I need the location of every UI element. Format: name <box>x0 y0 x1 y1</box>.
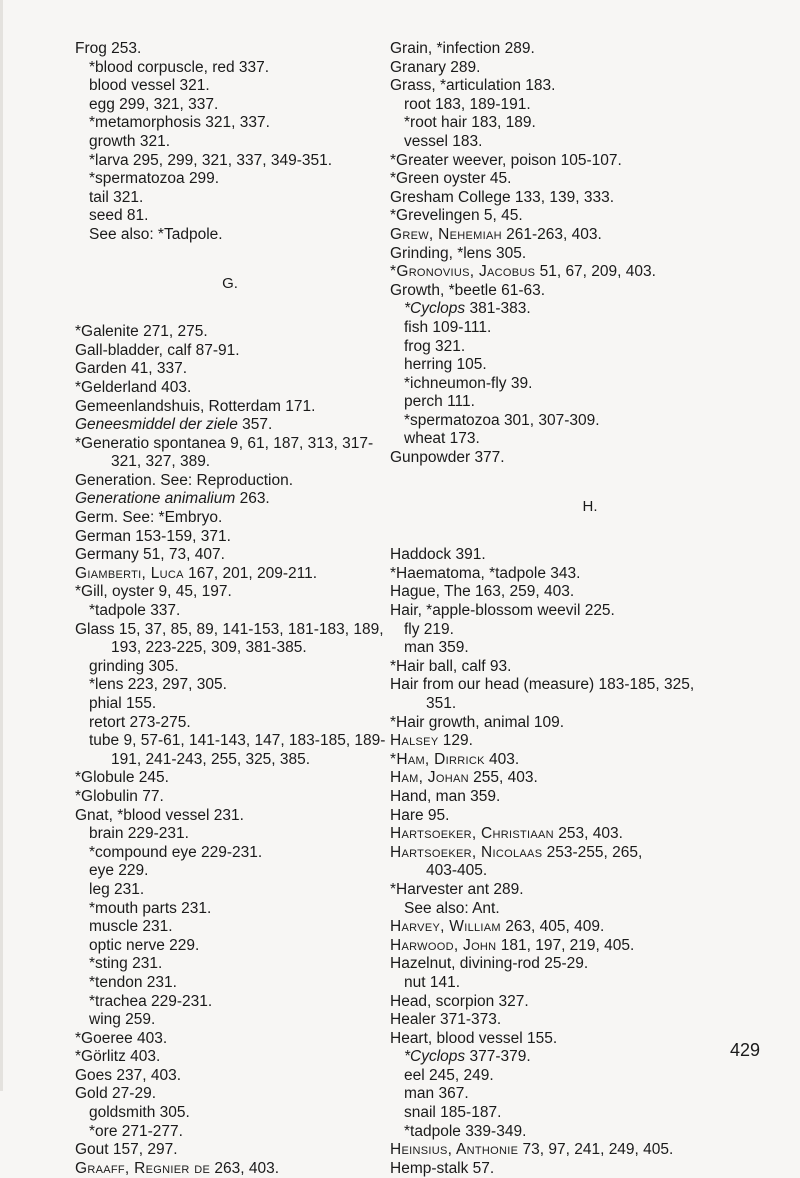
italic-term: Geneesmiddel der ziele <box>75 416 238 434</box>
index-entry: Heart, blood vessel 155. <box>390 1029 558 1047</box>
index-entry: Granary 289. <box>390 58 481 76</box>
index-subentry: optic nerve 229. <box>89 936 200 954</box>
index-entry: Growth, *beetle 61-63. <box>390 281 546 299</box>
index-subentry: *tendon 231. <box>89 973 177 991</box>
italic-term: *Cyclops <box>404 1048 466 1066</box>
index-entry: *Haematoma, *tadpole 343. <box>390 564 581 582</box>
person-name: Heinsius, Anthonie <box>390 1141 519 1159</box>
page-references: 51, 67, 209, 403. <box>535 263 656 281</box>
index-subentry: *root hair 183, 189. <box>404 114 536 132</box>
index-subentry: egg 299, 321, 337. <box>89 95 219 113</box>
page-references: 73, 97, 241, 249, 405. <box>518 1141 674 1159</box>
index-entry: Healer 371-373. <box>390 1011 502 1029</box>
index-subentry: root 183, 189-191. <box>404 95 531 113</box>
index-entry: Gunpowder 377. <box>390 449 505 467</box>
page-references: 263, 403. <box>210 1159 280 1177</box>
index-subentry: *trachea 229-231. <box>89 992 213 1010</box>
index-entry: Gout 157, 297. <box>75 1141 178 1159</box>
index-subentry: nut 141. <box>404 973 461 991</box>
index-subentry: eel 245, 249. <box>404 1066 494 1084</box>
index-subentry: man 359. <box>404 639 469 657</box>
index-subentry: 191, 241-243, 255, 325, 385. <box>111 750 311 768</box>
index-entry: *Grevelingen 5, 45. <box>390 207 523 225</box>
index-entry: Hazelnut, divining-rod 25-29. <box>390 955 589 973</box>
index-subentry: snail 185-187. <box>404 1104 502 1122</box>
index-entry: Gresham College 133, 139, 333. <box>390 188 615 206</box>
index-entry: Germany 51, 73, 407. <box>75 546 225 564</box>
index-subentry: *spermatozoa 299. <box>89 170 220 188</box>
index-subentry: growth 321. <box>89 132 170 150</box>
index-subentry: 403-405. <box>426 862 488 880</box>
page-references: 381-383. <box>465 300 531 318</box>
section-letter-heading: H. <box>582 497 598 515</box>
index-subentry: *spermatozoa 301, 307-309. <box>404 411 600 429</box>
index-entry <box>390 226 790 245</box>
index-entry: Hemp-stalk 57. <box>390 1159 495 1177</box>
page-references: 253-255, 265, <box>542 843 643 861</box>
index-subentry: wheat 173. <box>404 430 480 448</box>
index-entry: Glass 15, 37, 85, 89, 141-153, 181-183, 189, <box>75 620 384 638</box>
index-entry: Grain, *infection 289. <box>390 40 535 57</box>
index-subentry: tail 321. <box>89 188 144 206</box>
index-subentry: 351. <box>426 695 457 712</box>
index-subentry: eye 229. <box>89 862 149 880</box>
index-subentry: See also: *Tadpole. <box>89 225 223 243</box>
index-subentry: *larva 295, 299, 321, 337, 349-351. <box>89 151 333 169</box>
person-name: Harvey, William <box>390 918 501 936</box>
index-entry <box>390 769 790 788</box>
index-entry: Haddock 391. <box>390 546 486 564</box>
index-subentry <box>390 300 790 319</box>
italic-term: *Cyclops <box>404 300 466 318</box>
index-entry: *Globule 245. <box>75 769 169 787</box>
index-entry: *Galenite 271, 275. <box>75 323 208 341</box>
index-entry: Grinding, *lens 305. <box>390 244 527 262</box>
index-entry: *Gelderland 403. <box>75 378 192 396</box>
page-references: 377-379. <box>465 1048 531 1066</box>
page-references: 129. <box>438 732 473 750</box>
index-entry <box>390 732 790 751</box>
index-subentry: blood vessel 321. <box>89 77 210 95</box>
index-entry: *Gill, oyster 9, 45, 197. <box>75 583 232 601</box>
index-subentry: grinding 305. <box>89 657 179 675</box>
index-subentry: *lens 223, 297, 305. <box>89 676 227 694</box>
index-entry: *Generatio spontanea 9, 61, 187, 313, 317- <box>75 434 374 452</box>
index-entry: Goes 237, 403. <box>75 1066 181 1084</box>
index-entry: *Globulin 77. <box>75 787 164 805</box>
index-subentry: 321, 327, 389. <box>111 453 211 471</box>
person-name: Giamberti, Luca <box>75 564 184 582</box>
person-name: *Ham, Dirrick <box>390 750 485 768</box>
person-name: Harwood, John <box>390 936 497 954</box>
section-letter-heading: G. <box>222 274 238 292</box>
index-subentry: *sting 231. <box>89 955 163 973</box>
index-entry: German 153-159, 371. <box>75 527 231 545</box>
index-subentry: phial 155. <box>89 695 157 712</box>
index-subentry: man 367. <box>404 1085 469 1103</box>
index-entry: *Hair ball, calf 93. <box>390 657 512 675</box>
page-references: 357. <box>237 416 273 434</box>
index-subentry: muscle 231. <box>89 918 173 936</box>
index-subentry: fish 109-111. <box>404 318 492 336</box>
index-entry: Grass, *articulation 183. <box>390 77 556 95</box>
index-entry: Gold 27-29. <box>75 1085 156 1103</box>
index-subentry: seed 81. <box>89 207 149 225</box>
index-column-right <box>390 40 790 1178</box>
index-subentry: *tadpole 339-349. <box>404 1122 527 1140</box>
index-entry <box>75 490 385 509</box>
index-subentry: *blood corpuscle, red 337. <box>89 58 270 76</box>
index-subentry: *metamorphosis 321, 337. <box>89 114 270 132</box>
index-entry: Gemeenlandshuis, Rotterdam 171. <box>75 397 316 415</box>
index-subentry: *ore 271-277. <box>89 1122 183 1140</box>
person-name: Graaff, Regnier de <box>75 1159 211 1177</box>
page-references: 253, 403. <box>553 825 623 843</box>
index-entry: Hair from our head (measure) 183-185, 325, <box>390 676 695 694</box>
person-name: Ham, Johan <box>390 769 469 787</box>
index-entry: Garden 41, 337. <box>75 360 188 378</box>
index-entry <box>390 263 790 282</box>
page-references: 181, 197, 219, 405. <box>496 936 635 954</box>
page-number: 429 <box>730 1040 761 1060</box>
index-subentry: frog 321. <box>404 337 466 355</box>
index-subentry: wing 259. <box>89 1011 156 1029</box>
page-references: 261-263, 403. <box>501 225 602 243</box>
page-references: 263, 405, 409. <box>500 918 605 936</box>
italic-term: Generatione animalium <box>75 490 236 508</box>
index-subentry: brain 229-231. <box>89 825 189 843</box>
index-entry: *Görlitz 403. <box>75 1048 161 1066</box>
index-entry: *Green oyster 45. <box>390 170 512 188</box>
index-entry <box>390 825 790 844</box>
index-subentry: herring 105. <box>404 356 487 374</box>
person-name: Hartsoeker, Nicolaas <box>390 843 543 861</box>
person-name: Grew, Nehemiah <box>390 225 502 243</box>
index-entry: *Hair growth, animal 109. <box>390 713 565 731</box>
index-entry: *Harvester ant 289. <box>390 880 524 898</box>
index-entry: Germ. See: *Embryo. <box>75 509 223 527</box>
index-entry <box>390 937 790 956</box>
index-entry <box>390 751 790 770</box>
index-subentry: leg 231. <box>89 880 145 898</box>
index-subentry: retort 273-275. <box>89 713 191 731</box>
page-references: 263. <box>235 490 270 508</box>
index-subentry: *compound eye 229-231. <box>89 843 263 861</box>
page-references: 167, 201, 209-211. <box>183 564 318 582</box>
index-entry: Head, scorpion 327. <box>390 992 529 1010</box>
index-column-left <box>75 40 385 1178</box>
index-entry: *Goeree 403. <box>75 1029 168 1047</box>
index-entry: Generation. See: Reproduction. <box>75 471 293 489</box>
index-subentry: *mouth parts 231. <box>89 899 212 917</box>
index-entry <box>75 416 385 435</box>
index-entry <box>390 1141 790 1160</box>
person-name: Hartsoeker, Christiaan <box>390 825 554 843</box>
index-subentry: *tadpole 337. <box>89 602 181 620</box>
index-subentry: goldsmith 305. <box>89 1104 190 1122</box>
index-entry: Gall-bladder, calf 87-91. <box>75 341 240 359</box>
index-subentry: vessel 183. <box>404 132 483 150</box>
index-subentry: 193, 223-225, 309, 381-385. <box>111 639 307 657</box>
page-references: 403. <box>484 750 520 768</box>
page-references: 255, 403. <box>468 769 538 787</box>
index-entry: Hair, *apple-blossom weevil 225. <box>390 602 615 620</box>
index-entry: Hare 95. <box>390 806 450 824</box>
index-subentry: fly 219. <box>404 620 454 638</box>
index-subentry: perch 111. <box>404 393 475 411</box>
index-entry <box>390 844 790 863</box>
index-entry <box>390 918 790 937</box>
index-entry <box>75 565 385 584</box>
person-name: Halsey <box>390 732 439 750</box>
index-entry <box>75 1160 385 1178</box>
index-subentry: tube 9, 57-61, 141-143, 147, 183-185, 189- <box>89 732 386 750</box>
index-subentry: *ichneumon-fly 39. <box>404 374 533 392</box>
index-entry: Gnat, *blood vessel 231. <box>75 806 244 824</box>
person-name: *Gronovius, Jacobus <box>390 263 536 281</box>
index-entry: Hand, man 359. <box>390 787 501 805</box>
page-edge <box>0 0 3 1091</box>
index-subentry: See also: Ant. <box>404 899 500 917</box>
index-entry: Hague, The 163, 259, 403. <box>390 583 575 601</box>
index-entry: Frog 253. <box>75 40 142 57</box>
index-entry: *Greater weever, poison 105-107. <box>390 151 622 169</box>
